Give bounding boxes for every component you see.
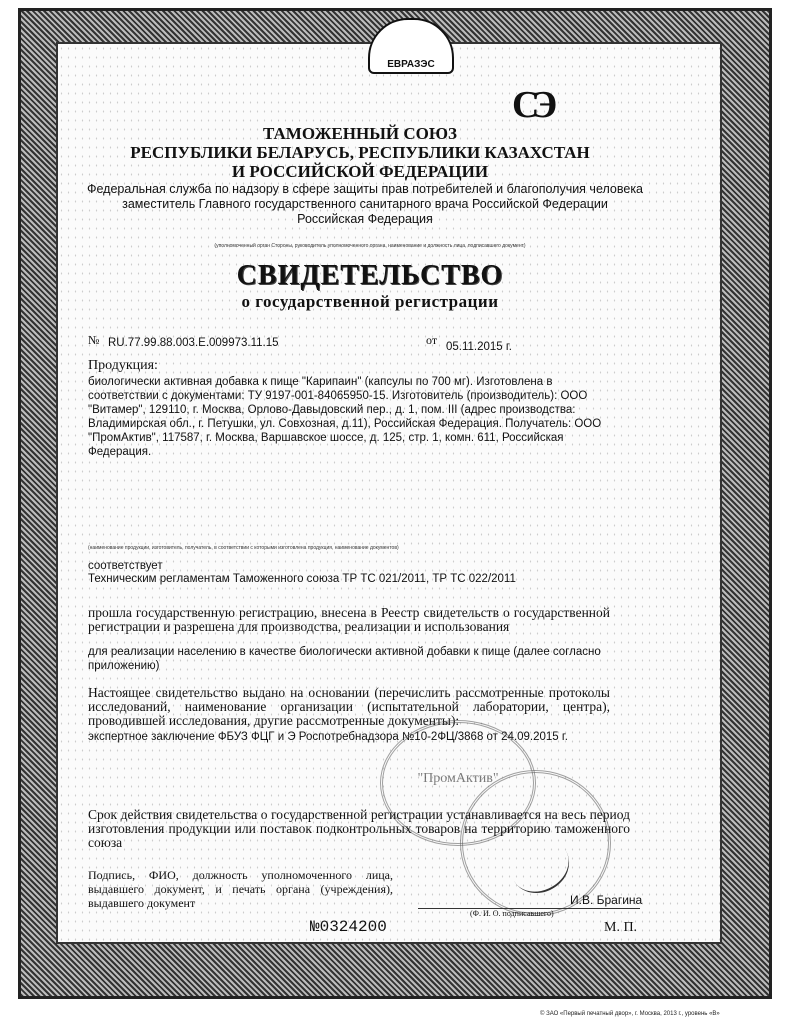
agency-block bbox=[80, 182, 650, 227]
compliance-label: соответствует bbox=[88, 560, 163, 572]
product-caption: (наименование продукции, изготовитель, получатель, в соответствии с которыми изготовлена продукция, наименование документов) bbox=[88, 545, 399, 551]
agency-line: заместитель Главного государственного санитарного врача Российской Федерации bbox=[122, 197, 608, 211]
document-title: СВИДЕТЕЛЬСТВО bbox=[236, 260, 504, 291]
stamp-text: "ПромАктив" bbox=[417, 771, 499, 786]
product-label: Продукция: bbox=[88, 358, 158, 373]
signatory-caption: (Ф. И. О. подписавшего) bbox=[470, 909, 554, 918]
expert-conclusion: экспертное заключение ФБУЗ ФЦГ и Э Роспотребнадзора №10-2ФЦ/3868 от 24.09.2015 г. bbox=[88, 731, 568, 743]
signature-label: Подпись, ФИО, должность уполномоченного лица, выдавшего документ, и печать органа (учреждения), выдавшего документ bbox=[88, 868, 393, 910]
validity-statement: Срок действия свидетельства о государственной регистрации устанавливается на весь период изготовления продукции или поставок подконтрольных товаров на территорию таможенного союза bbox=[88, 807, 630, 850]
seal-place-label: М. П. bbox=[604, 920, 638, 935]
conformity-mark-icon: CЭ bbox=[512, 84, 550, 126]
basis-statement: Настоящее свидетельство выдано на основании (перечислить рассмотренные протоколы исследований, наименование организации (испытательной лаборатории, центра), проводившей исследования, другие рассмотренные документы): bbox=[88, 685, 610, 728]
authority-caption: (уполномоченный орган Стороны, руководитель уполномоченного органа, наименование и должность лица, подписавшего документ) bbox=[214, 243, 526, 249]
title-line: ТАМОЖЕННЫЙ СОЮЗ bbox=[263, 124, 457, 143]
agency-line: Российская Федерация bbox=[297, 212, 433, 226]
agency-line: Федеральная служба по надзору в сфере защиты прав потребителей и благополучия человека bbox=[86, 182, 644, 196]
registration-statement: прошла государственную регистрацию, внесена в Реестр свидетельств о государственной регистрации и разрешена для производства, реализации и использования bbox=[88, 605, 610, 634]
date-label: от bbox=[426, 333, 438, 347]
printer-footer: © ЗАО «Первый печатный двор», г. Москва, 2013 г., уровень «В» bbox=[540, 1011, 720, 1017]
title-line: РЕСПУБЛИКИ БЕЛАРУСЬ, РЕСПУБЛИКИ КАЗАХСТАН bbox=[130, 143, 590, 162]
compliance-regulations: Техническим регламентам Таможенного союза ТР ТС 021/2011, ТР ТС 022/2011 bbox=[88, 573, 516, 585]
title-line: И РОССИЙСКОЙ ФЕДЕРАЦИИ bbox=[231, 162, 489, 181]
registration-date: 05.11.2015 г. bbox=[446, 341, 512, 353]
logo-text: ЕВРАЗЭС bbox=[387, 59, 435, 70]
number-label: № bbox=[88, 333, 100, 347]
usage-scope: для реализации населению в качестве биологически активной добавки к пище (далее согласно приложению) bbox=[88, 646, 601, 672]
registration-number: RU.77.99.88.003.E.009973.11.15 bbox=[108, 337, 279, 349]
product-description: биологически активная добавка к пище "Карипаин" (капсулы по 700 мг). Изготовлена в соответствии с документами: ТУ 9197-001-84065950-15. Изготовитель (производитель): ООО "Витамер", 129110, г. Москва, Орлово-Давыдовский пер., д. 1, пом. III (адрес производства: Владимирская обл., г. Петушки, ул. Совхозная, д.11), Российская Федерация. Получатель: ООО "ПромАктив", 117587, г. Москва, Варшавское шоссе, д. 125, стр. 1, комн. 611, Российская Федерация. bbox=[88, 376, 602, 458]
union-title bbox=[120, 124, 600, 181]
signatory-name: И.В. Брагина bbox=[570, 893, 643, 907]
document-subtitle: о государственной регистрации bbox=[241, 292, 499, 311]
form-number: №0324200 bbox=[310, 918, 387, 936]
